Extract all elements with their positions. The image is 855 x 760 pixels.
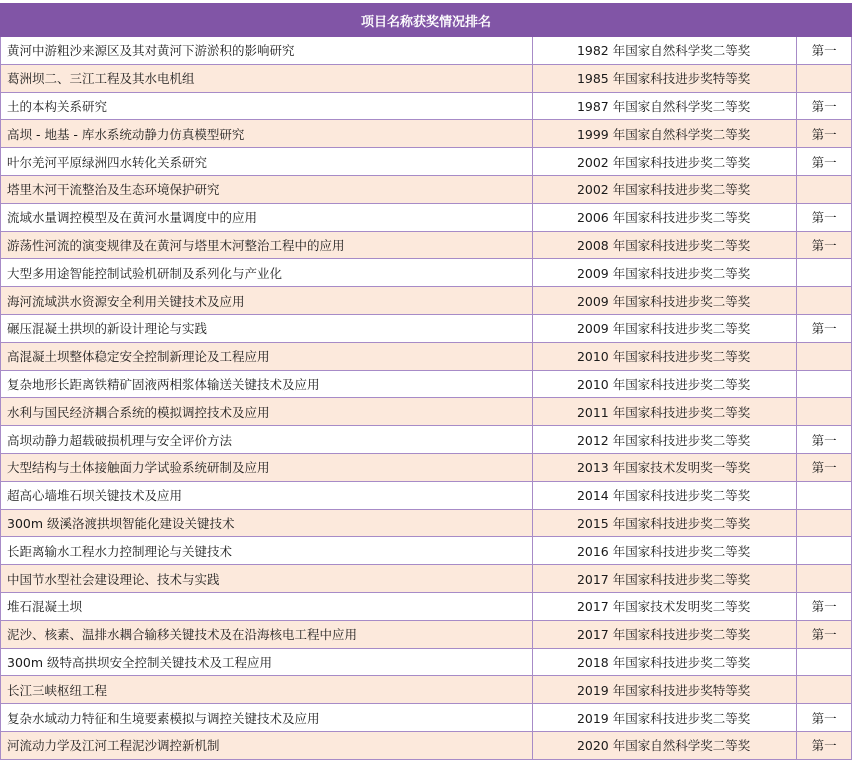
project-name-cell: 流域水量调控模型及在黄河水量调度中的应用 (1, 203, 533, 231)
table-row (1, 259, 852, 287)
award-cell: 2017 年国家技术发明奖二等奖 (532, 592, 796, 620)
rank-cell (797, 259, 852, 287)
project-name-cell: 碾压混凝土拱坝的新设计理论与实践 (1, 314, 533, 342)
rank-cell (797, 509, 852, 537)
award-cell: 2002 年国家科技进步奖二等奖 (532, 148, 796, 176)
award-cell: 2009 年国家科技进步奖二等奖 (532, 314, 796, 342)
project-name-cell: 300m 级特高拱坝安全控制关键技术及工程应用 (1, 648, 533, 676)
project-name-cell: 高混凝土坝整体稳定安全控制新理论及工程应用 (1, 342, 533, 370)
project-name-cell: 大型结构与土体接触面力学试验系统研制及应用 (1, 453, 533, 481)
rank-cell: 第一 (797, 426, 852, 454)
rank-cell: 第一 (797, 620, 852, 648)
project-name-cell: 黄河中游粗沙来源区及其对黄河下游淤积的影响研究 (1, 37, 533, 65)
project-name-cell: 复杂水域动力特征和生境要素模拟与调控关键技术及应用 (1, 704, 533, 732)
award-cell: 2002 年国家科技进步奖二等奖 (532, 175, 796, 203)
project-name-cell: 长距离输水工程水力控制理论与关键技术 (1, 537, 533, 565)
awards-table (0, 3, 852, 760)
award-cell: 2009 年国家科技进步奖二等奖 (532, 287, 796, 315)
project-name-cell: 葛洲坝二、三江工程及其水电机组 (1, 64, 533, 92)
table-row (1, 592, 852, 620)
table-body (1, 37, 852, 760)
rank-cell: 第一 (797, 453, 852, 481)
rank-cell (797, 287, 852, 315)
table-row (1, 620, 852, 648)
rank-cell (797, 175, 852, 203)
award-cell: 2015 年国家科技进步奖二等奖 (532, 509, 796, 537)
award-cell: 2011 年国家科技进步奖二等奖 (532, 398, 796, 426)
table-row (1, 453, 852, 481)
project-name-cell: 超高心墙堆石坝关键技术及应用 (1, 481, 533, 509)
table-row (1, 648, 852, 676)
award-cell: 2014 年国家科技进步奖二等奖 (532, 481, 796, 509)
award-cell: 2018 年国家科技进步奖二等奖 (532, 648, 796, 676)
table-row (1, 231, 852, 259)
project-name-cell: 泥沙、核素、温排水耦合输移关键技术及在沿海核电工程中应用 (1, 620, 533, 648)
table-row (1, 287, 852, 315)
rank-cell: 第一 (797, 203, 852, 231)
award-cell: 2019 年国家科技进步奖特等奖 (532, 676, 796, 704)
table-row (1, 426, 852, 454)
project-name-cell: 300m 级溪洛渡拱坝智能化建设关键技术 (1, 509, 533, 537)
project-name-cell: 高坝 - 地基 - 库水系统动静力仿真模型研究 (1, 120, 533, 148)
award-cell: 2008 年国家科技进步奖二等奖 (532, 231, 796, 259)
project-name-cell: 塔里木河干流整治及生态环境保护研究 (1, 175, 533, 203)
project-name-cell: 游荡性河流的演变规律及在黄河与塔里木河整治工程中的应用 (1, 231, 533, 259)
rank-cell (797, 565, 852, 593)
table-row (1, 398, 852, 426)
rank-cell (797, 342, 852, 370)
rank-cell: 第一 (797, 148, 852, 176)
table-row (1, 342, 852, 370)
award-cell: 2016 年国家科技进步奖二等奖 (532, 537, 796, 565)
rank-cell (797, 648, 852, 676)
project-name-cell: 叶尔羌河平原绿洲四水转化关系研究 (1, 148, 533, 176)
rank-cell: 第一 (797, 120, 852, 148)
table-row (1, 565, 852, 593)
award-cell: 1982 年国家自然科学奖二等奖 (532, 37, 796, 65)
project-name-cell: 堆石混凝土坝 (1, 592, 533, 620)
project-name-cell: 大型多用途智能控制试验机研制及系列化与产业化 (1, 259, 533, 287)
table-row (1, 676, 852, 704)
project-name-cell: 长江三峡枢纽工程 (1, 676, 533, 704)
award-cell: 2017 年国家科技进步奖二等奖 (532, 620, 796, 648)
award-cell: 2017 年国家科技进步奖二等奖 (532, 565, 796, 593)
award-cell: 2012 年国家科技进步奖二等奖 (532, 426, 796, 454)
table-row (1, 120, 852, 148)
rank-cell: 第一 (797, 704, 852, 732)
rank-cell: 第一 (797, 731, 852, 759)
award-cell: 1999 年国家自然科学奖二等奖 (532, 120, 796, 148)
table-row (1, 64, 852, 92)
table-row (1, 314, 852, 342)
rank-cell (797, 537, 852, 565)
table-row (1, 537, 852, 565)
project-name-cell: 高坝动静力超载破损机理与安全评价方法 (1, 426, 533, 454)
rank-cell: 第一 (797, 231, 852, 259)
table-row (1, 92, 852, 120)
award-cell: 2019 年国家科技进步奖二等奖 (532, 704, 796, 732)
award-cell: 2010 年国家科技进步奖二等奖 (532, 370, 796, 398)
rank-cell: 第一 (797, 92, 852, 120)
award-cell: 2013 年国家技术发明奖一等奖 (532, 453, 796, 481)
table-title: 项目名称获奖情况排名 (1, 4, 852, 37)
table-row (1, 481, 852, 509)
table-row (1, 37, 852, 65)
project-name-cell: 中国节水型社会建设理论、技术与实践 (1, 565, 533, 593)
project-name-cell: 海河流域洪水资源安全利用关键技术及应用 (1, 287, 533, 315)
table-header-row (1, 4, 852, 37)
table-row (1, 148, 852, 176)
project-name-cell: 复杂地形长距离铁精矿固液两相浆体输送关键技术及应用 (1, 370, 533, 398)
table-row (1, 203, 852, 231)
rank-cell (797, 64, 852, 92)
project-name-cell: 河流动力学及江河工程泥沙调控新机制 (1, 731, 533, 759)
rank-cell (797, 398, 852, 426)
project-name-cell: 水利与国民经济耦合系统的模拟调控技术及应用 (1, 398, 533, 426)
award-cell: 1987 年国家自然科学奖二等奖 (532, 92, 796, 120)
rank-cell: 第一 (797, 592, 852, 620)
award-cell: 1985 年国家科技进步奖特等奖 (532, 64, 796, 92)
project-name-cell: 土的本构关系研究 (1, 92, 533, 120)
award-cell: 2020 年国家自然科学奖二等奖 (532, 731, 796, 759)
table-row (1, 704, 852, 732)
award-cell: 2009 年国家科技进步奖二等奖 (532, 259, 796, 287)
rank-cell (797, 481, 852, 509)
rank-cell: 第一 (797, 37, 852, 65)
table-row (1, 370, 852, 398)
table-row (1, 509, 852, 537)
rank-cell: 第一 (797, 314, 852, 342)
award-cell: 2006 年国家科技进步奖二等奖 (532, 203, 796, 231)
table-row (1, 731, 852, 759)
table-row (1, 175, 852, 203)
rank-cell (797, 370, 852, 398)
rank-cell (797, 676, 852, 704)
award-cell: 2010 年国家科技进步奖二等奖 (532, 342, 796, 370)
